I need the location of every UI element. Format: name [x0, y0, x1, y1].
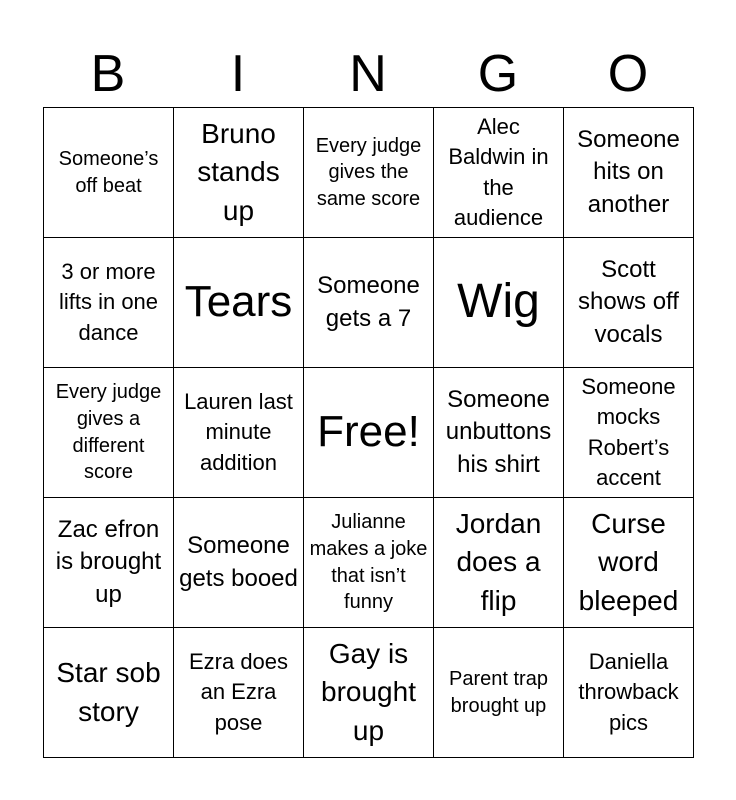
bingo-cell[interactable]: Someone gets a 7: [304, 238, 434, 368]
bingo-board: [43, 107, 694, 758]
bingo-cell[interactable]: Lauren last minute addition: [174, 368, 304, 498]
bingo-cell[interactable]: 3 or more lifts in one dance: [44, 238, 174, 368]
bingo-cell[interactable]: Ezra does an Ezra pose: [174, 628, 304, 758]
bingo-cell[interactable]: Tears: [174, 238, 304, 368]
header-letter-n: N: [349, 45, 387, 103]
header-letter-b: B: [90, 45, 126, 103]
bingo-cell[interactable]: Every judge gives a different score: [44, 368, 174, 498]
bingo-header: [43, 42, 693, 106]
free-space-cell[interactable]: Free!: [304, 368, 434, 498]
bingo-cell[interactable]: Gay is brought up: [304, 628, 434, 758]
bingo-cell[interactable]: Someone unbuttons his shirt: [434, 368, 564, 498]
header-letter-i: I: [230, 45, 246, 103]
header-letter-o: O: [607, 45, 649, 103]
header-letter-g: G: [477, 45, 519, 103]
bingo-cell[interactable]: Daniella throwback pics: [564, 628, 694, 758]
bingo-cell[interactable]: Someone’s off beat: [44, 108, 174, 238]
bingo-cell[interactable]: Someone hits on another: [564, 108, 694, 238]
bingo-cell[interactable]: Curse word bleeped: [564, 498, 694, 628]
bingo-cell[interactable]: Bruno stands up: [174, 108, 304, 238]
bingo-cell[interactable]: Someone mocks Robert’s accent: [564, 368, 694, 498]
bingo-cell[interactable]: Zac efron is brought up: [44, 498, 174, 628]
bingo-cell[interactable]: Scott shows off vocals: [564, 238, 694, 368]
bingo-cell[interactable]: Julianne makes a joke that isn’t funny: [304, 498, 434, 628]
bingo-cell[interactable]: Every judge gives the same score: [304, 108, 434, 238]
bingo-cell[interactable]: Star sob story: [44, 628, 174, 758]
bingo-cell[interactable]: Alec Baldwin in the audience: [434, 108, 564, 238]
bingo-cell[interactable]: Wig: [434, 238, 564, 368]
bingo-cell[interactable]: Jordan does a flip: [434, 498, 564, 628]
bingo-cell[interactable]: Parent trap brought up: [434, 628, 564, 758]
bingo-cell[interactable]: Someone gets booed: [174, 498, 304, 628]
